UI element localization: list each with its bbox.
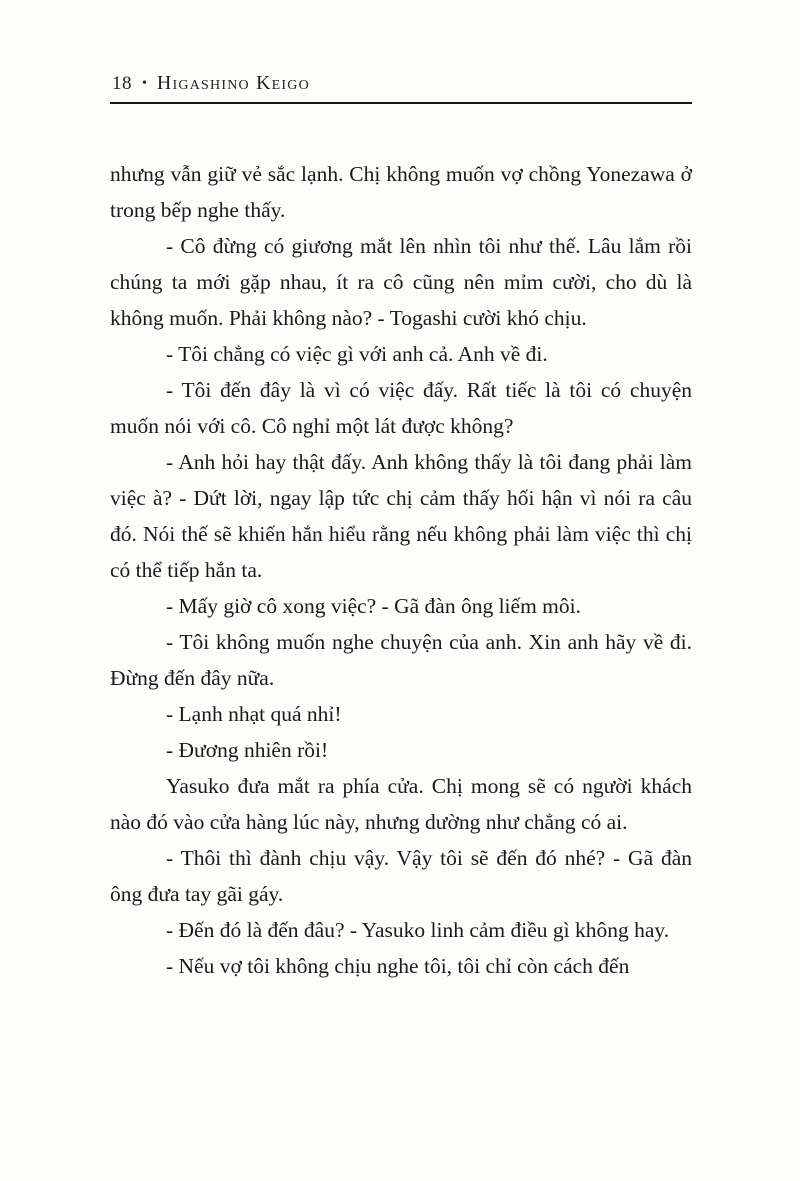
- running-header: [110, 72, 692, 95]
- paragraph: - Mấy giờ cô xong việc? - Gã đàn ông liếm môi.: [166, 594, 581, 618]
- page-number: 18: [112, 73, 132, 94]
- paragraph: - Tôi chẳng có việc gì với anh cả. Anh về đi.: [166, 342, 548, 366]
- paragraph: - Đến đó là đến đâu? - Yasuko linh cảm điều gì không hay.: [166, 918, 670, 942]
- header-bullet-separator: •: [142, 76, 147, 91]
- header-rule: [110, 102, 692, 104]
- paragraph: - Tôi đến đây là vì có việc đấy. Rất tiếc là tôi có chuyện muốn nói với cô. Cô nghỉ một lát được không?: [110, 378, 692, 438]
- paragraph: Yasuko đưa mắt ra phía cửa. Chị mong sẽ có người khách nào đó vào cửa hàng lúc này, nhưng dường như chẳng có ai.: [110, 774, 692, 834]
- body-text: [110, 156, 692, 984]
- paragraph: - Cô đừng có giương mắt lên nhìn tôi như thế. Lâu lắm rồi chúng ta mới gặp nhau, ít ra cô cũng nên mỉm cười, cho dù là không muốn. Phải không nào? - Togashi cười khó chịu.: [110, 234, 692, 330]
- paragraph: - Anh hỏi hay thật đấy. Anh không thấy là tôi đang phải làm việc à? - Dứt lời, ngay lập tức chị cảm thấy hối hận vì nói ra câu đó. Nói thế sẽ khiến hắn hiểu rằng nếu không phải làm việc thì chị có thể tiếp hắn ta.: [110, 450, 692, 582]
- paragraph: nhưng vẫn giữ vẻ sắc lạnh. Chị không muốn vợ chồng Yonezawa ở trong bếp nghe thấy.: [110, 162, 692, 222]
- paragraph: - Nếu vợ tôi không chịu nghe tôi, tôi chỉ còn cách đến: [166, 954, 630, 978]
- author-name: Higashino Keigo: [156, 72, 310, 94]
- paragraph: - Thôi thì đành chịu vậy. Vậy tôi sẽ đến đó nhé? - Gã đàn ông đưa tay gãi gáy.: [110, 846, 692, 906]
- paragraph: - Lạnh nhạt quá nhỉ!: [166, 702, 342, 726]
- paragraph: - Tôi không muốn nghe chuyện của anh. Xin anh hãy về đi. Đừng đến đây nữa.: [110, 630, 692, 690]
- paragraph: - Đương nhiên rồi!: [166, 738, 329, 762]
